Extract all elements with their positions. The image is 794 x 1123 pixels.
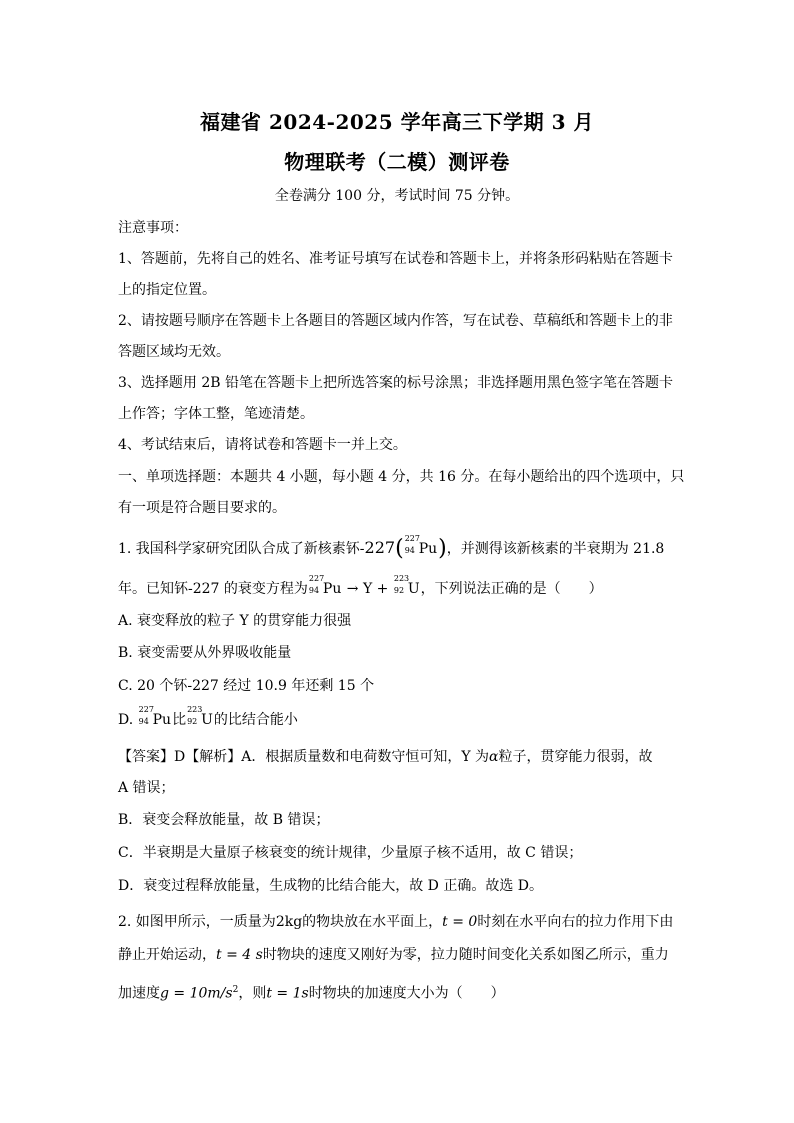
q1-option-d-label: D. (118, 712, 134, 728)
q1-answer-c: C．半衰期是大量原子核衰变的统计规律，少量原子核不适用，故 C 错误； (118, 845, 583, 861)
q1-option-d-mid: 比 (172, 712, 187, 728)
pu-mass-eq: 227 (308, 574, 325, 583)
q2-l3-mid: ，则 (238, 985, 267, 1002)
q1-option-d-post: 的比结合能小 (213, 712, 298, 728)
q1-answer-post: 粒子，贯穿能力很弱，故 (498, 749, 653, 765)
q1-option-d (118, 705, 678, 730)
u-nuclide-eq (393, 574, 420, 599)
q2-g-exp: 2 (232, 985, 239, 995)
note-3-line-a: 3、选择题用 2B 铅笔在答题卡上把所选答案的标号涂黑；非选择题用黑色签字笔在答题卡 (118, 375, 674, 391)
pu-mass-d: 227 (138, 705, 154, 714)
q1-answer-line-a (118, 747, 678, 767)
q2-line-1 (118, 912, 678, 932)
q2-l1-mid: 的物块放在水平面上， (302, 914, 443, 930)
u-symbol-eq: U (407, 581, 420, 597)
q2-line-3 (118, 980, 678, 1004)
pu-charge-eq: 94 (308, 586, 320, 595)
q2-l3-pre: 加速度 (118, 985, 160, 1002)
q1-option-a: A. 衰变释放的粒子 Y 的贯穿能力很强 (118, 613, 352, 629)
q1-stem-pre: 1. 我国科学家研究团队合成了新核素钚- (118, 541, 365, 557)
pu-mass: 227 (404, 534, 420, 543)
note-2-line-a: 2、请按题号顺序在答题卡上各题目的答题区域内作答，写在试卷、草稿纸和答题卡上的非 (118, 313, 673, 329)
q2-g: g = 10m/s (160, 985, 233, 1002)
right-paren: ) (438, 536, 447, 561)
note-1-line-a: 1、答题前，先将自己的姓名、准考证号填写在试卷和答题卡上，并将条形码粘贴在答题卡 (118, 251, 673, 267)
pu-nuclide-eq (308, 574, 342, 599)
u-charge-d: 92 (187, 717, 198, 726)
q1-stem-post: ，并测得该新核素的半衰期为 21.8 (446, 541, 665, 557)
note-3-line-b: 上作答；字体工整，笔迹清楚。 (118, 406, 314, 422)
pu-charge-d: 94 (138, 717, 149, 726)
decay-arrow: → Y + (346, 581, 389, 597)
note-1-line-b: 上的指定位置。 (118, 282, 216, 298)
q2-line-2 (118, 945, 678, 965)
q2-l1-pre: 2. 如图甲所示，一质量为 (118, 914, 276, 930)
pu-nuclide-d (138, 705, 172, 730)
pu-symbol-eq: Pu (322, 581, 342, 597)
alpha-symbol: α (489, 749, 499, 765)
q2-mass: 2kg (275, 914, 303, 930)
exam-title-line1: 福建省 2024-2025 学年高三下学期 3 月 (200, 110, 594, 134)
notes-heading: 注意事项： (118, 220, 188, 236)
q1-answer-d: D．衰变过程释放能量，生成物的比结合能大，故 D 正确。故选 D。 (118, 878, 544, 894)
q1-option-c: C. 20 个钚-227 经过 10.9 年还剩 15 个 (118, 678, 375, 694)
q1-stem-b-post: ，下列说法正确的是（ ） (420, 581, 603, 597)
q2-t1: t = 1s (266, 985, 309, 1002)
u-mass-eq: 223 (393, 574, 410, 583)
exam-subtitle: 全卷满分 100 分，考试时间 75 分钟。 (274, 188, 520, 204)
q1-num227: 227 (364, 538, 396, 557)
q1-answer-b: B．衰变会释放能量，故 B 错误； (118, 812, 330, 828)
q2-l3-post: 时物块的加速度大小为（ ） (308, 985, 505, 1002)
u-mass-d: 223 (187, 705, 203, 714)
section1-line-a: 一、单项选择题：本题共 4 小题，每小题 4 分，共 16 分。在每小题给出的四个选项中，只 (118, 469, 685, 485)
section1-line-b: 有一项是符合题目要求的。 (118, 500, 286, 516)
u-symbol-d: U (201, 712, 213, 728)
note-4: 4、考试结束后，请将试卷和答题卡一并上交。 (118, 437, 407, 453)
q1-stem-line-a (118, 534, 678, 561)
q1-answer-line-a2: A 错误； (118, 780, 175, 796)
pu-symbol-d: Pu (152, 712, 172, 728)
exam-title-line2: 物理联考（二模）测评卷 (284, 150, 510, 174)
q2-t4: t = 4 s (216, 947, 263, 963)
q1-stem-line-b (118, 574, 678, 599)
pu-charge: 94 (404, 546, 415, 555)
q2-l2-post: 时物块的速度又刚好为零，拉力随时间变化关系如图乙所示，重力 (262, 947, 669, 963)
pu-symbol: Pu (418, 541, 438, 557)
q1-stem-b-pre: 年。已知钚-227 的衰变方程为 (118, 581, 308, 597)
left-paren: ( (395, 536, 404, 561)
q2-l1-post: 时刻在水平向右的拉力作用下由 (477, 914, 674, 930)
q2-t0: t = 0 (442, 914, 478, 930)
q1-answer-pre: 【答案】D【解析】A．根据质量数和电荷数守恒可知，Y 为 (118, 749, 490, 765)
q1-option-b: B. 衰变需要从外界吸收能量 (118, 645, 292, 661)
note-2-line-b: 答题区域均无效。 (118, 344, 230, 360)
u-nuclide-d (187, 705, 213, 730)
q2-l2-pre: 静止开始运动， (118, 947, 216, 963)
u-charge-eq: 92 (393, 586, 405, 595)
pu-nuclide (404, 534, 438, 559)
